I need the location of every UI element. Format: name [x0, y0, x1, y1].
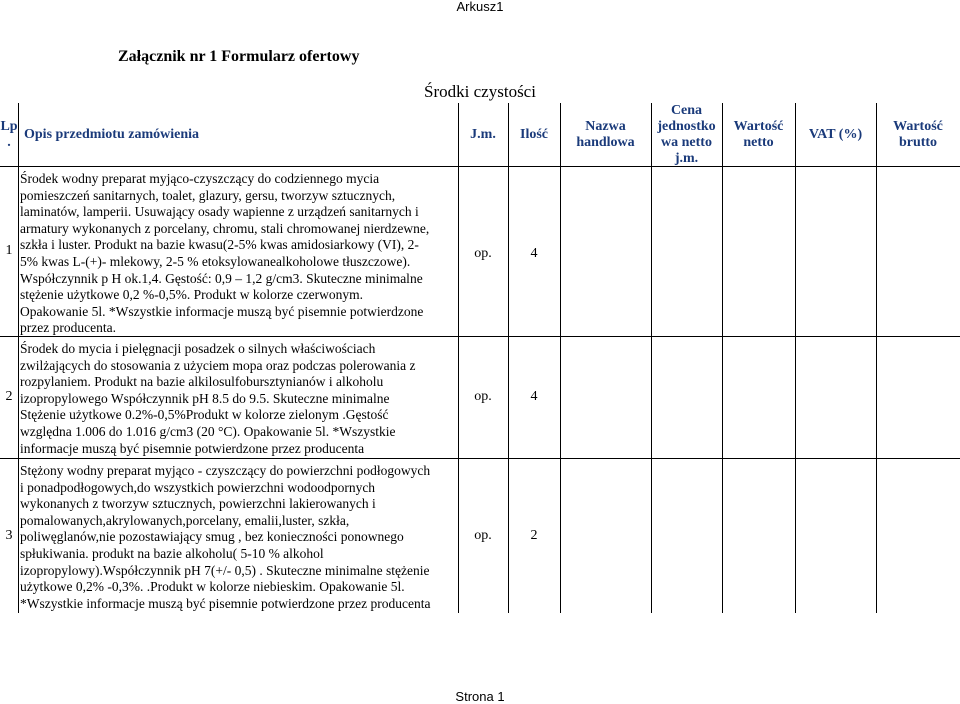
column-divider — [18, 103, 19, 613]
description-line: Opakowanie 5l. *Wszystkie informacje muszą być pisemnie potwierdzone — [20, 303, 424, 319]
header-lp-dot: . — [7, 135, 11, 150]
document-title: Załącznik nr 1 Formularz ofertowy — [118, 48, 360, 65]
column-divider — [722, 103, 723, 613]
description-line: Środek do mycia i pielęgnacji posadzek o silnych właściwościach — [20, 341, 376, 356]
description-line: informacje muszą być pisemnie potwierdzone przez producenta — [20, 440, 365, 456]
header-opis: Opis przedmiotu zamówienia — [24, 127, 199, 142]
header-cena-line4: j.m. — [674, 150, 699, 166]
description-line: przez producenta. — [20, 320, 116, 336]
column-divider — [795, 103, 796, 613]
row-2-qty: 4 — [530, 389, 538, 404]
header-nazwa-line1: Nazwa — [585, 119, 626, 134]
row-1-jm: op. — [474, 246, 492, 261]
row-2-description — [20, 341, 415, 457]
row-3-lp: 3 — [5, 527, 13, 543]
offer-table — [0, 103, 960, 613]
page-footer: Strona 1 — [455, 689, 505, 704]
description-line: rozpylaniem. Produkt na bazie alkilosulfobursztynianów i alkoholu — [20, 374, 384, 390]
header-cena-jednostkowa — [651, 103, 722, 166]
header-ilosc: Ilość — [520, 127, 548, 142]
header-cena-line3: wa netto — [661, 134, 712, 150]
header-nazwa-line2: handlowa — [576, 135, 635, 150]
description-line: laminatów, lamperii. Usuwający osady wapienne z urządzeń sanitarnych i — [20, 204, 419, 220]
description-line: Stężony wodny preparat myjąco - czyszczący do powierzchni podłogowych — [20, 463, 431, 478]
description-line: 5% kwas L-(+)- mlekowy, 2-5 % etoksylowanealkoholowe tłuszczowe). — [20, 253, 411, 269]
row-1-description — [20, 171, 429, 337]
description-line: armatury wykonanych z porcelany, chromu, stali chromowanej nierdzewne, — [20, 220, 430, 236]
header-nazwa-handlowa — [560, 111, 651, 159]
row-3-jm: op. — [474, 527, 492, 543]
description-line: stężenie użytkowe 0,2 %-0,5%. Produkt w kolorze czerwonym. — [20, 287, 364, 303]
sheet-name: Arkusz1 — [456, 0, 504, 14]
description-line: użytkowe 0,2% -0,3%. .Produkt w kolorze niebieskim. Opakowanie 5l. — [20, 579, 405, 595]
description-line: *Wszystkie informacje muszą być pisemnie potwierdzone przez producenta — [20, 595, 431, 611]
description-line: Środek wodny preparat myjąco-czyszczący do codziennego mycia — [20, 171, 380, 186]
section-title: Środki czystości — [424, 82, 536, 101]
header-wartosc-brutto — [876, 111, 960, 159]
row-1-qty: 4 — [530, 246, 538, 261]
description-line: zwilżających do stosowania z użyciem mopa oraz podczas polerowania z — [20, 357, 416, 373]
description-line: pomalowanych,akrylowanych,porcelany, emalii,luster, szkła, — [20, 512, 350, 528]
column-divider — [651, 103, 652, 613]
header-wartosc-netto-line1: Wartość — [733, 119, 784, 134]
description-line: poliwęglanów,nie pozostawiający smug , bez konieczności ponownego — [20, 529, 404, 545]
header-vat: VAT (%) — [808, 127, 863, 142]
description-line: Współczynnik p H ok.1,4. Gęstość: 0,9 – 1,2 g/cm3. Skuteczne minimalne — [20, 270, 423, 286]
header-lp-text: Lp — [0, 119, 18, 134]
header-cena-line2: jednostko — [657, 118, 716, 134]
header-wartosc-netto — [722, 111, 795, 159]
column-divider — [560, 103, 561, 613]
header-wartosc-netto-line2: netto — [743, 135, 774, 150]
description-line: i ponadpodłogowych,do wszystkich powierzchni wodoodpornych — [20, 479, 376, 495]
row-3-qty: 2 — [530, 527, 538, 543]
row-2-lp: 2 — [5, 389, 13, 404]
row-2-jm: op. — [474, 389, 492, 404]
header-wartosc-brutto-line1: Wartość — [893, 119, 943, 134]
row-1-lp: 1 — [5, 243, 13, 258]
description-line: szkła i luster. Produkt na bazie kwasu(2-5% kwas amidosiarkowy (VI), 2- — [20, 237, 419, 253]
description-line: izopropylowy).Współczynnik pH 7(+/- 0,5) . Skuteczne minimalne stężenie — [20, 562, 430, 578]
header-cena-line1: Cena — [670, 102, 703, 118]
column-divider — [876, 103, 877, 613]
description-line: pomieszczeń sanitarnych, toalet, glazury, gersu, tworzyw sztucznych, — [20, 187, 396, 203]
description-line: względna 1.006 do 1.016 g/cm3 (20 °C). Opakowanie 5l. *Wszystkie — [20, 423, 396, 439]
description-line: spłukiwania. produkt na bazie alkoholu( 5-10 % alkohol — [20, 545, 324, 561]
row-3-description — [20, 463, 430, 612]
description-line: izopropylowego Współczynnik pH 8.5 do 9.5. Skuteczne minimalne — [20, 390, 390, 406]
header-jm: J.m. — [470, 127, 496, 142]
description-line: wykonanych z tworzyw sztucznych, powierzchni lakierowanych i — [20, 496, 376, 512]
description-line: Stężenie użytkowe 0.2%-0,5%Produkt w kolorze zielonym .Gęstość — [20, 407, 389, 423]
header-wartosc-brutto-line2: brutto — [898, 135, 938, 150]
header-lp — [0, 118, 18, 152]
